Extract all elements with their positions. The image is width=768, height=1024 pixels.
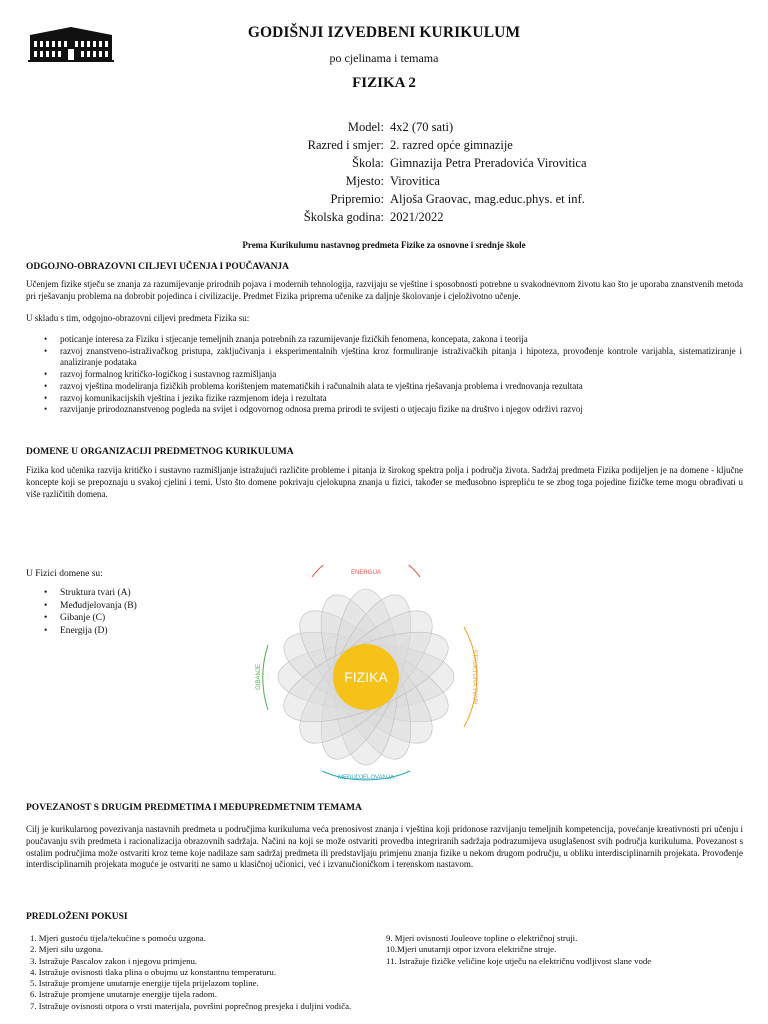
diagram-label-motion: GIBANJE bbox=[256, 664, 262, 690]
diagram-label-energy: ENERGIJA bbox=[350, 570, 382, 576]
diagram-center-label: FIZIKA bbox=[344, 669, 388, 685]
experiments-list-left bbox=[30, 933, 375, 1012]
meta-label: Razred i smjer: bbox=[307, 138, 384, 152]
list-item: 10.Mjeri unutarnji otpor izvora električne struje. bbox=[386, 944, 557, 955]
domains-paragraph: Fizika kod učenika razvija kritičko i sustavno razmišljanje istražujući različite probleme i pitanja iz širokog spektra polja i područja života. Sadržaj predmeta Fizika podijeljen je na domene - ključne koncepte koji se prepoznaju u svakoj cjelini i temi. Usto što domene pokrivaju cjelokupna znanja u fizici, također se međusobno isprepliću te se zbog toga pojedine fizičke teme mogu obrađivati u više različitih domena. bbox=[26, 465, 743, 499]
diagram-label-structure: STRUKTURA TVARI bbox=[471, 649, 477, 705]
meta-label: Mjesto: bbox=[345, 174, 384, 188]
subject-title: FIZIKA 2 bbox=[352, 75, 416, 91]
list-item: • razvoj komunikacijskih vještina i jezika fizike razmjenom ideja i rezultata bbox=[42, 393, 742, 405]
goals-list bbox=[42, 334, 742, 416]
meta-label: Model: bbox=[347, 120, 384, 134]
section-heading-experiments: PREDLOŽENI POKUSI bbox=[26, 912, 128, 922]
goals-intro: U skladu s tim, odgojno-obrazovni ciljevi predmeta Fizika su: bbox=[26, 313, 250, 323]
meta-row-skola bbox=[220, 154, 680, 172]
motion-arc bbox=[263, 645, 268, 710]
connections-paragraph: Cilj je kurikularnog povezivanja nastavnih predmeta u područjima kurikuluma veća prenosivost znanja i vještina koji pridonose razvijanju temeljnih kompetencija, povećanje kreativnosti pri učenju i poučavanju svih predmeta i racionalizacija obrazovnih sadržaja. Načini na koji se može ostvariti provedba integriranih sadržaja podrazumijeva usuglašenost svih područja kurikuluma. Povezanost s ostalim područjima može ostvariti kroz teme koje nadilaze sam sadržaj predmeta ili predstavljaju primjenu znanja fizike u nekom drugom području, u obliku interdisciplinarnih projekata. Provođenje interdisciplinarnih projekata moguće je ostvariti ne samo u klasičnoj učionici, već i izvanučioničkom i terenskom nastavom. bbox=[26, 824, 743, 870]
list-item: 11. Istražuje fizičke veličine koje utječu na električnu vodljivost slane vode bbox=[386, 955, 652, 966]
domains-intro: U Fizici domene su: bbox=[26, 569, 103, 579]
section-heading-connections: POVEZANOST S DRUGIM PREDMETIMA I MEĐUPREDMETNIM TEMAMA bbox=[26, 803, 362, 813]
meta-label: Školska godina: bbox=[303, 210, 384, 224]
section-heading-goals: ODGOJNO-OBRAZOVNI CILJEVI UČENJA I POUČAVANJA bbox=[26, 262, 290, 272]
list-item: 4. Istražuje ovisnosti tlaka plina o obujmu uz konstantnu temperaturu. bbox=[30, 966, 277, 977]
goals-paragraph: Učenjem fizike stječu se znanja za razumijevanje prirodnih pojava i modernih tehnologija, razvijaju se vještine i sposobnosti potrebne u svakodnevnom životu kao što je uporaba znanstvenih metoda pri rješavanju problema na dobrobit pojedinca i civilizacije. Predmet Fizika priprema učenike za daljnje školovanje i cjeloživotno učenje. bbox=[26, 279, 743, 301]
meta-value: Virovitica bbox=[390, 174, 440, 188]
list-item: 2. Mjeri silu uzgona. bbox=[30, 944, 104, 955]
list-item: 9. Mjeri ovisnosti Jouleove topline o električnoj struji. bbox=[386, 933, 578, 943]
domains-diagram bbox=[252, 565, 480, 783]
meta-value: 2021/2022 bbox=[390, 210, 444, 224]
list-item: • Struktura tvari (A) bbox=[42, 587, 137, 600]
list-item: • razvoj formalnog kritičko-logičkog i sustavnog razmišljanja bbox=[42, 369, 742, 381]
list-item: • poticanje interesa za Fiziku i stjecanje temeljnih znanja potrebnih za razumijevanje fizičkih fenomena, koncepata, zakona i teorija bbox=[42, 334, 742, 346]
meta-row-godina bbox=[220, 208, 680, 226]
domains-list bbox=[42, 587, 137, 637]
meta-label: Pripremio: bbox=[330, 192, 384, 206]
list-item: 3. Istražuje Pascalov zakon i njegovu primjenu. bbox=[30, 955, 198, 966]
curriculum-reference: Prema Kurikulumu nastavnog predmeta Fizike za osnovne i srednje škole bbox=[242, 240, 526, 250]
list-item: • Energija (D) bbox=[42, 625, 137, 638]
diagram-label-interaction: MEĐUDJELOVANJA bbox=[338, 775, 394, 781]
list-item: • razvoj vještina modeliranja fizičkih problema korištenjem matematičkih i računalnih alata te vještina rješavanja problema i vrednovanja rezultata bbox=[42, 381, 742, 393]
section-heading-domains: DOMENE U ORGANIZACIJI PREDMETNOG KURIKULUMA bbox=[26, 447, 294, 457]
meta-value: Aljoša Graovac, mag.educ.phys. et inf. bbox=[390, 192, 585, 206]
meta-row-mjesto bbox=[220, 172, 680, 190]
list-item: • razvijanje prirodoznanstvenog pogleda na svijet i odgovornog odnosa prema prirodi te svijesti o utjecaju fizike na društvo i njegov održivi razvoj bbox=[42, 404, 742, 416]
meta-row-razred bbox=[220, 136, 680, 154]
list-item: • Međudjelovanja (B) bbox=[42, 600, 137, 613]
meta-value: 4x2 (70 sati) bbox=[390, 120, 454, 134]
list-item: 5. Istražuje promjene unutarnje energije tijela prijelazom topline. bbox=[30, 978, 259, 989]
meta-value: 2. razred opće gimnazije bbox=[390, 138, 513, 152]
experiments-list-right bbox=[386, 933, 756, 967]
list-item: 6. Istražuje promjene unutarnje energije tijela radom. bbox=[30, 989, 217, 1000]
list-item: 1. Mjeri gustoću tijela/tekućine s pomoću uzgona. bbox=[30, 933, 206, 943]
list-item: • Gibanje (C) bbox=[42, 612, 137, 625]
list-item: 7. Istražuje ovisnosti otpora o vrsti materijala, površini poprečnog presjeka i duljini vodiča. bbox=[30, 1000, 352, 1011]
meta-table bbox=[220, 118, 680, 226]
document-title: GODIŠNJI IZVEDBENI KURIKULUM bbox=[247, 24, 521, 41]
meta-label: Škola: bbox=[352, 156, 384, 170]
document-subtitle: po cjelinama i temama bbox=[329, 51, 439, 65]
meta-row-model bbox=[220, 118, 680, 136]
meta-row-pripremio bbox=[220, 190, 680, 208]
list-item: • razvoj znanstveno-istraživačkog pristupa, zaključivanja i eksperimentalnih vještina kroz formuliranje istraživačkih pitanja i hipoteza, provođenje kontrole varijabla, sistematiziranje i analiziranje podataka bbox=[42, 346, 742, 369]
meta-value: Gimnazija Petra Preradovića Virovitica bbox=[390, 156, 587, 170]
